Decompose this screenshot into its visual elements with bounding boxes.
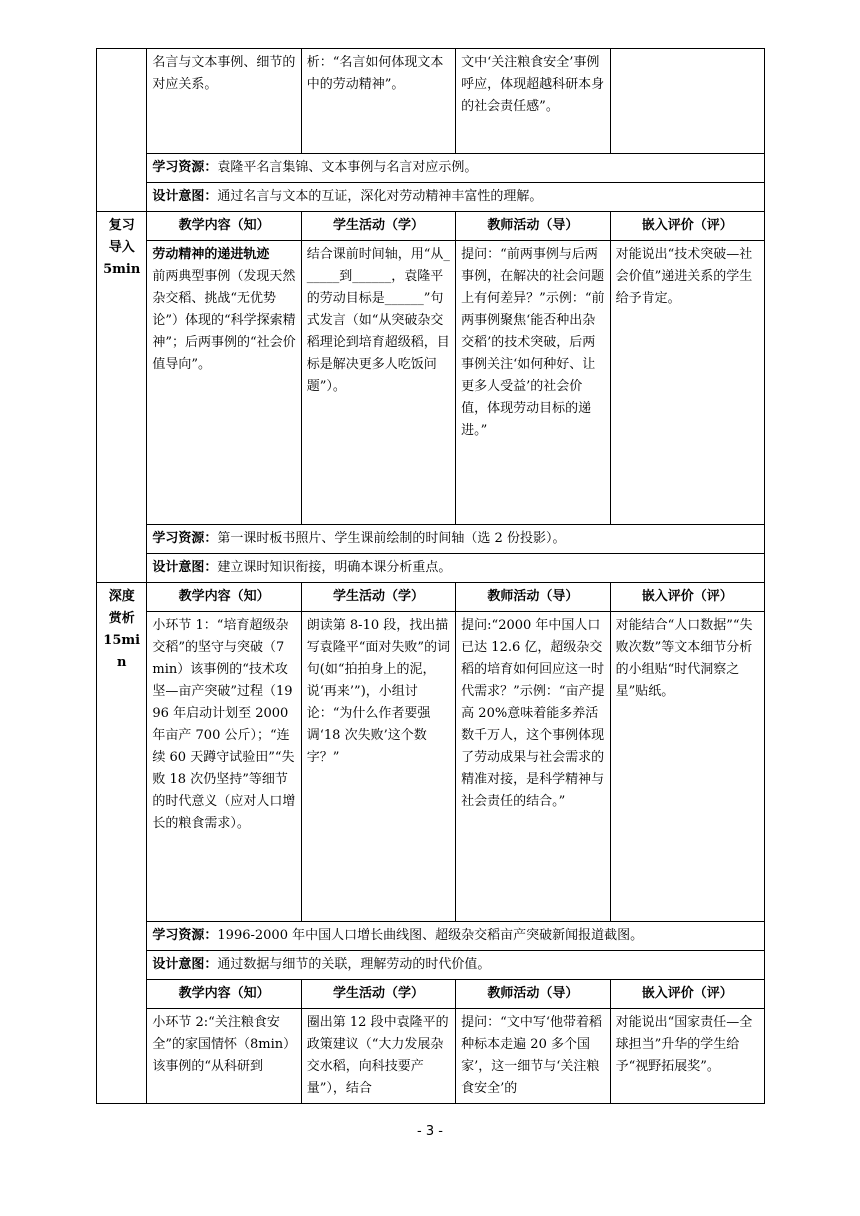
stage-review: [97, 212, 147, 583]
stage-label: 赏析: [108, 611, 135, 626]
lesson-plan-table: [96, 48, 765, 1104]
header-teacher: 教师活动（导）: [456, 980, 610, 1009]
header-student: 学生活动（学）: [301, 583, 455, 612]
teacher-activity-cell: 提问：“前两事例与后两事例，在解决的社会问题上有何差异？”示例：“前两事例聚焦‘能否种出杂交稻’的技术突破，后两事例关注‘如何种好、让更多人受益’的社会价值，体现劳动目标的递进。”: [456, 241, 610, 525]
table-row: [97, 154, 765, 183]
table-row: [97, 922, 765, 951]
header-row: [97, 212, 765, 241]
stage-label: 深度: [108, 589, 135, 604]
resource-label: 学习资源：: [152, 928, 218, 943]
stage-time: 5min: [103, 262, 141, 277]
content-text: 前两典型事例（发现天然杂交稻、挑战“无优势论”）体现的“科学探索精神”；后两事例的“社会价值导向”。: [152, 269, 296, 372]
header-evaluation: 嵌入评价（评）: [610, 212, 764, 241]
evaluation-cell: 对能说出“技术突破—社会价值”递进关系的学生给予肯定。: [610, 241, 764, 525]
student-activity-cell: 结合课前时间轴，用“从______到______，袁隆平的劳动目标是______”句式发言（如“从突破杂交稻理论到培育超级稻，目标是解决更多人吃饭问题”）。: [301, 241, 455, 525]
header-content: 教学内容（知）: [147, 583, 301, 612]
stage-label: 复习: [108, 218, 135, 233]
resource-row: [147, 922, 765, 951]
table-row: [97, 525, 765, 554]
header-student: 学生活动（学）: [301, 212, 455, 241]
header-row: [97, 980, 765, 1009]
intent-text: 建立课时知识衔接，明确本课分析重点。: [217, 560, 452, 575]
intent-row: [147, 951, 765, 980]
intent-text: 通过名言与文本的互证，深化对劳动精神丰富性的理解。: [217, 189, 543, 204]
content-cell: 小环节 1：“培育超级杂交稻”的坚守与突破（7min）该事例的“技术攻坚—亩产突破”过程（1996 年启动计划至 2000 年亩产 700 公斤）；“连续 60 天蹲守试验田”“失败 18 次仍坚持”等细节的时代意义（应对人口增长的粮食需求）。: [147, 612, 301, 922]
header-student: 学生活动（学）: [301, 980, 455, 1009]
page-number: - 3 -: [417, 1124, 443, 1139]
teacher-activity-cell: 提问:“2000 年中国人口已达 12.6 亿，超级杂交稻的培育如何回应这一时代需求？”示例：“亩产提高 20%意味着能多养活数千万人，这个事例体现了劳动成果与社会需求的精准对接，是科学精神与社会责任的结合。”: [456, 612, 610, 922]
intent-text: 通过数据与细节的关联，理解劳动的时代价值。: [217, 957, 491, 972]
student-activity-cell: 圈出第 12 段中袁隆平的政策建议（“大力发展杂交水稻，向科技要产量”），结合: [301, 1009, 455, 1104]
header-content: 教学内容（知）: [147, 980, 301, 1009]
student-activity-cell: 析：“名言如何体现文本中的劳动精神”。: [301, 49, 455, 154]
header-teacher: 教师活动（导）: [456, 212, 610, 241]
resource-row: [147, 525, 765, 554]
table-row: [97, 183, 765, 212]
header-teacher: 教师活动（导）: [456, 583, 610, 612]
stage-time: 15min: [103, 633, 141, 670]
table-row: [97, 241, 765, 525]
evaluation-cell: [610, 49, 764, 154]
content-cell: 名言与文本事例、细节的对应关系。: [147, 49, 301, 154]
table-row: [97, 951, 765, 980]
intent-row: [147, 183, 765, 212]
resource-label: 学习资源：: [152, 531, 218, 546]
teacher-activity-cell: 提问：“文中写‘他带着稻种标本走遍 20 多个国家’，这一细节与‘关注粮食安全’的: [456, 1009, 610, 1104]
intent-label: 设计意图：: [152, 957, 218, 972]
resource-text: 袁隆平名言集锦、文本事例与名言对应示例。: [217, 160, 478, 175]
table-row: [97, 554, 765, 583]
content-title: 劳动精神的递进轨迹: [152, 247, 270, 262]
resource-text: 第一课时板书照片、学生课前绘制的时间轴（选 2 份投影）。: [217, 531, 566, 546]
header-content: 教学内容（知）: [147, 212, 301, 241]
content-cell: [147, 241, 301, 525]
evaluation-cell: 对能说出“国家责任—全球担当”升华的学生给予“视野拓展奖”。: [610, 1009, 764, 1104]
evaluation-cell: 对能结合“人口数据”“失败次数”等文本细节分析的小组贴“时代洞察之星”贴纸。: [610, 612, 764, 922]
stage-deep: [97, 583, 147, 1104]
intent-row: [147, 554, 765, 583]
header-evaluation: 嵌入评价（评）: [610, 980, 764, 1009]
table-row: [97, 49, 765, 154]
student-activity-cell: 朗读第 8-10 段，找出描写袁隆平“面对失败”的词句(如“拍拍身上的泥，说‘再来’”)，小组讨论：“为什么作者要强调‘18 次失败’这个数字？”: [301, 612, 455, 922]
intent-label: 设计意图：: [152, 189, 218, 204]
table-row: [97, 1009, 765, 1104]
table-row: [97, 612, 765, 922]
teacher-activity-cell: 文中‘关注粮食安全’事例呼应，体现超越科研本身的社会责任感”。: [456, 49, 610, 154]
stage-label: 导入: [108, 240, 135, 255]
content-cell: 小环节 2:“关注粮食安全”的家国情怀（8min）该事例的“从科研到: [147, 1009, 301, 1104]
header-evaluation: 嵌入评价（评）: [610, 583, 764, 612]
resource-label: 学习资源：: [152, 160, 218, 175]
intent-label: 设计意图：: [152, 560, 218, 575]
resource-text: 1996-2000 年中国人口增长曲线图、超级杂交稻亩产突破新闻报道截图。: [217, 928, 644, 943]
header-row: [97, 583, 765, 612]
resource-row: [147, 154, 765, 183]
stage-cell-empty: [97, 49, 147, 212]
